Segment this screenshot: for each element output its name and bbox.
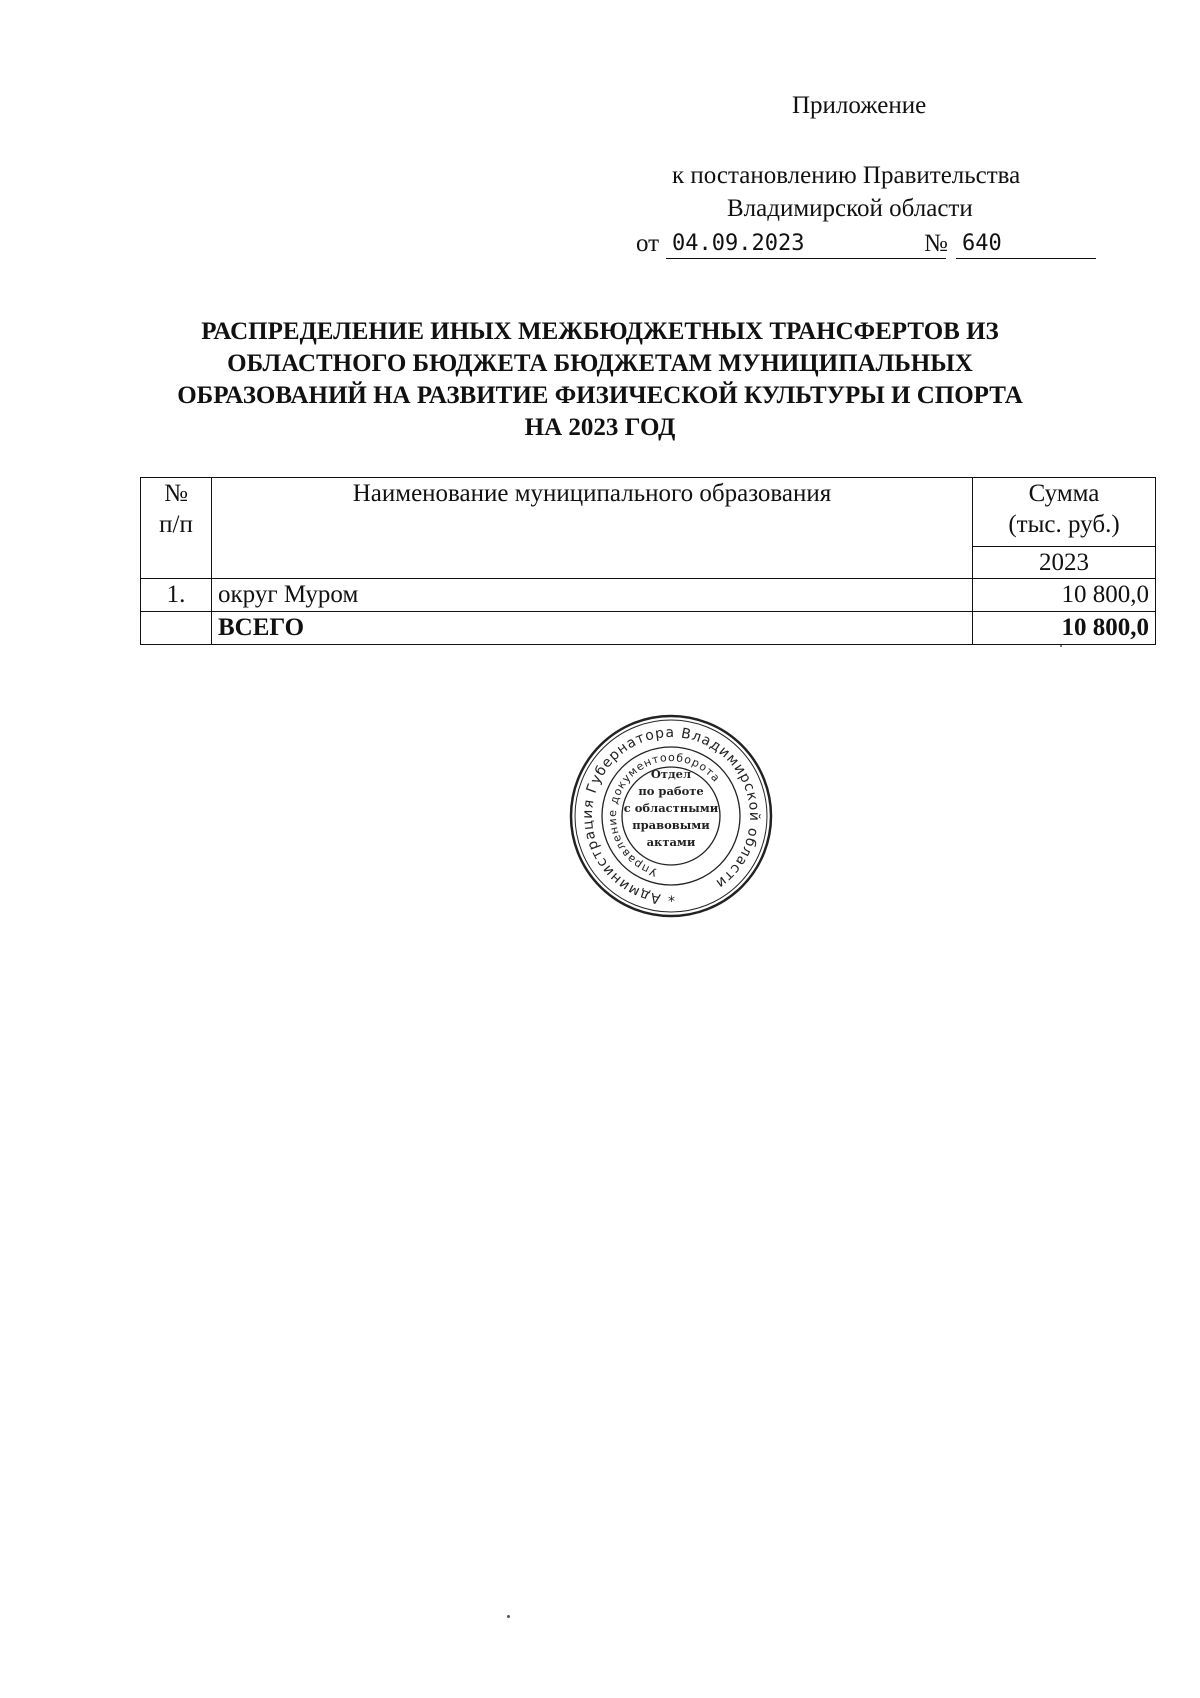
total-number-cell (141, 612, 212, 645)
scan-speck (507, 1615, 510, 1618)
table-row (141, 579, 1156, 612)
document-title (100, 316, 1100, 444)
row-sum-cell: 10 800,0 (973, 579, 1156, 612)
header-cell-name (212, 478, 973, 579)
header-cell-sum (973, 478, 1156, 547)
decree-reference: к постановлению Правительства (672, 162, 1021, 189)
decree-number: 640 (956, 228, 1096, 259)
title-line: ОБРАЗОВАНИЙ НА РАЗВИТИЕ ФИЗИЧЕСКОЙ КУЛЬТУРЫ И СПОРТА (177, 382, 1023, 409)
total-label-cell: ВСЕГО (212, 612, 973, 645)
number-sign: № (924, 230, 948, 257)
stamp-star: * (668, 894, 675, 910)
stamp-center-line: правовыми (632, 818, 710, 832)
header-number-line2: п/п (159, 511, 193, 538)
official-stamp (568, 713, 774, 919)
decree-date: 04.09.2023 (666, 228, 946, 259)
header-name-text: Наименование муниципального образования (352, 480, 832, 507)
header-sum-line2: (тыс. руб.) (1008, 511, 1120, 538)
title-line: НА 2023 ГОД (524, 414, 676, 441)
stamp-center-line: Отдел (650, 767, 692, 781)
decree-date-number-line (636, 228, 1096, 262)
header-sum-line1: Сумма (1028, 480, 1100, 507)
row-number-cell: 1. (141, 579, 212, 612)
stamp-inner-ring-textpath: Управление документооборота (605, 750, 723, 879)
title-line: РАСПРЕДЕЛЕНИЕ ИНЫХ МЕЖБЮДЖЕТНЫХ ТРАНСФЕРТОВ ИЗ (201, 318, 999, 345)
header-cell-year: 2023 (973, 547, 1156, 579)
stamp-center-text (611, 766, 731, 851)
row-name-cell: округ Муром (212, 579, 973, 612)
stamp-center-line: по работе (638, 784, 704, 798)
table-header-row (141, 478, 1156, 547)
date-prefix: от (636, 230, 660, 257)
stamp-outer-ring-textpath: Администрация Губернатора Владимирской области (579, 724, 763, 907)
title-line: ОБЛАСТНОГО БЮДЖЕТА БЮДЖЕТАМ МУНИЦИПАЛЬНЫХ (227, 350, 973, 377)
header-number-line1: № (164, 480, 188, 507)
transfers-table (140, 477, 1156, 645)
stamp-center-line: актами (646, 835, 696, 849)
scan-speck (1060, 645, 1062, 647)
region-name: Владимирской области (727, 195, 973, 222)
appendix-label: Приложение (792, 92, 927, 119)
header-cell-number (141, 478, 212, 579)
table-total-row (141, 612, 1156, 645)
total-sum-cell: 10 800,0 (973, 612, 1156, 645)
stamp-center-line: с областными (623, 801, 719, 815)
